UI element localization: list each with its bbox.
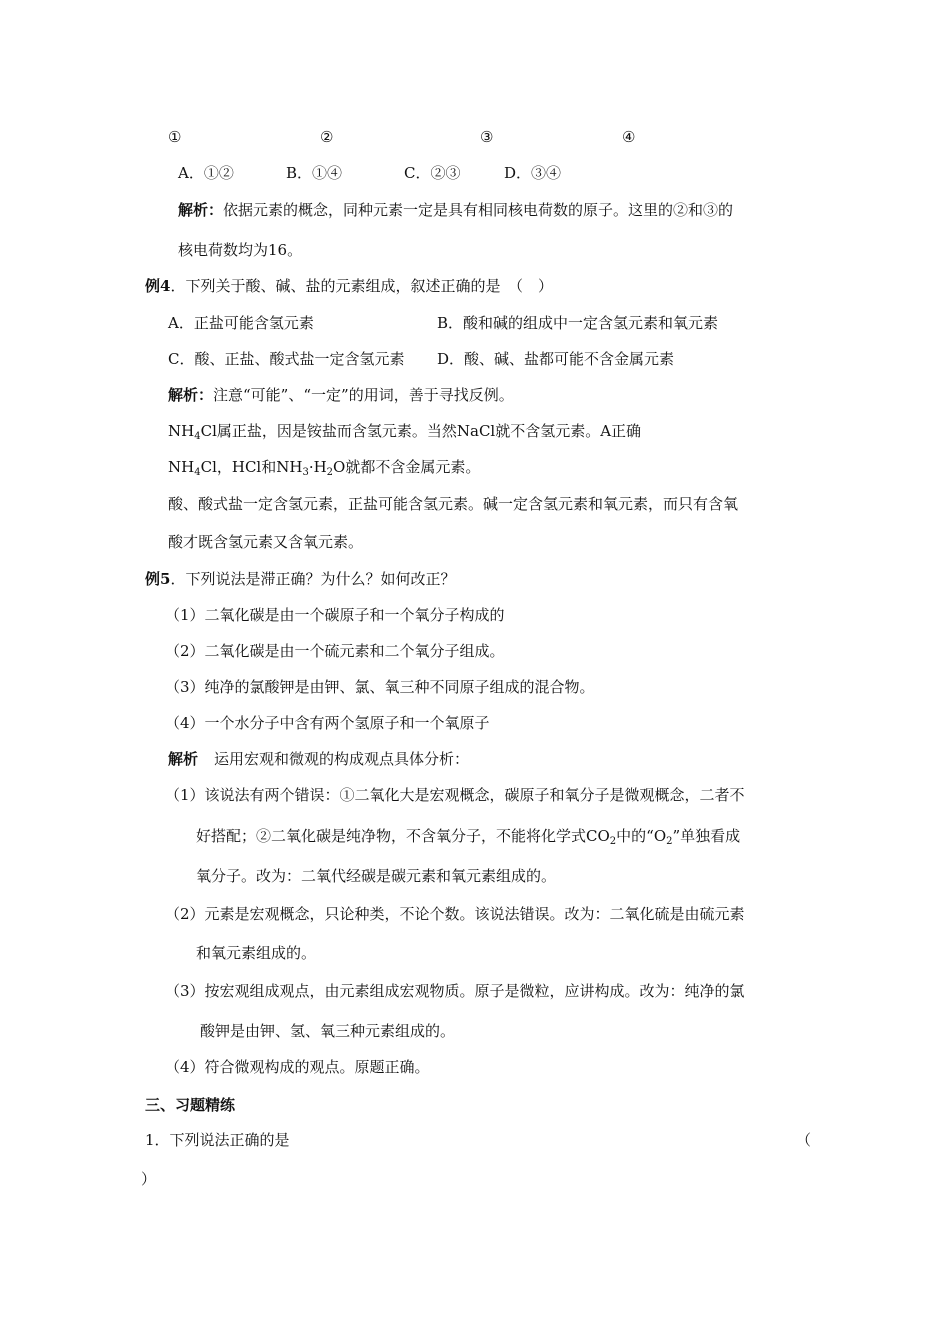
ex5-item-2: （2）二氧化碳是由一个硫元素和二个氧分子组成。 [165,642,505,660]
circled-label-4: ④ [622,128,636,146]
circled-label-row [168,127,668,147]
ex4-option-b: B．酸和碱的组成中一定含氢元素和氧元素 [437,314,719,332]
ex3-option-d: D．③④ [504,164,562,182]
exercise-1-question: 1．下列说法正确的是 [145,1131,290,1149]
ex4-option-d: D．酸、碱、盐都可能不含金属元素 [437,350,675,368]
ex5-answer-1-line3: 氧分子。改为：二氧代经碳是碳元素和氧元素组成的。 [196,867,557,885]
ex5-answer-1-line2: 好搭配；②二氧化碳是纯净物，不含氧分子，不能将化学式$CO_2$中的“$O_2$”单独看成 [196,827,741,847]
ex4-summary-line1: 酸、酸式盐一定含氢元素，正盐可能含氢元素。碱一定含氢元素和氧元素，而只有含氧 [168,495,739,513]
ex4-option-a: A．正盐可能含氢元素 [168,314,314,332]
exercise-1-paren-open: （ [796,1131,812,1149]
ex5-item-3: （3）纯净的氯酸钾是由钾、氯、氧三种不同原子组成的混合物。 [165,678,595,696]
circled-label-2: ② [320,128,334,146]
ex5-question: 例5．下列说法是滞正确？为什么？如何改正？ [145,570,456,588]
ex4-analysis-label: 解析： [168,386,214,404]
circled-label-3: ③ [480,128,494,146]
section-title: 三、习题精练 [145,1096,236,1114]
ex5-label: 例5 [145,570,171,588]
ex3-analysis-label: 解析： [178,201,224,219]
ex3-option-b: B．①④ [286,164,343,182]
ex5-answer-2-line2: 和氧元素组成的。 [196,944,317,962]
ex5-analysis-label: 解析 [168,750,199,768]
ex4-line-hcl: $NH_4Cl$，HCl和$NH_3\cdot H_2O$就都不含金属元素。 [168,458,481,478]
circled-label-1: ① [168,128,182,146]
ex5-item-4: （4）一个水分子中含有两个氢原子和一个氧原子 [165,714,490,732]
ex4-analysis: 解析：注意“可能”、“一定”的用词，善于寻找反例。 [168,386,514,404]
ex4-summary-line2: 酸才既含氢元素又含氧元素。 [168,533,364,551]
ex5-item-1: （1）二氧化碳是由一个碳原子和一个氧分子构成的 [165,606,505,624]
ex5-answer-4: （4）符合微观构成的观点。原题正确。 [165,1058,430,1076]
ex4-line-nh4cl: $NH_4Cl$属正盐，因是铵盐而含氢元素。当然NaCl就不含氢元素。A正确 [168,422,642,442]
exercise-1-paren-close: ） [141,1170,157,1188]
ex3-analysis-line1: 解析：依据元素的概念，同种元素一定是具有相同核电荷数的原子。这里的②和③的 [178,201,734,219]
ex5-answer-3-line1: （3）按宏观组成观点，由元素组成宏观物质。原子是微粒，应讲构成。改为：纯净的氯 [165,982,745,1000]
ex4-option-c: C．酸、正盐、酸式盐一定含氢元素 [168,350,405,368]
ex4-question: 例4．下列关于酸、碱、盐的元素组成，叙述正确的是 （ ） [145,277,553,295]
ex3-analysis-line2: 核电荷数均为16。 [178,241,303,259]
ex3-options [178,163,598,183]
ex4-label: 例4 [145,277,171,295]
ex3-option-a: A．①② [178,164,234,182]
ex5-answer-2-line1: （2）元素是宏观概念，只论种类，不论个数。该说法错误。改为：二氧化硫是由硫元素 [165,905,745,923]
ex3-option-c: C．②③ [404,164,461,182]
ex5-analysis: 解析 运用宏观和微观的构成观点具体分析： [168,750,470,768]
ex5-answer-1-line1: （1）该说法有两个错误：①二氧化大是宏观概念，碳原子和氧分子是微观概念，二者不 [165,786,745,804]
ex5-answer-3-line2: 酸钾是由钾、氢、氧三种元素组成的。 [200,1022,456,1040]
